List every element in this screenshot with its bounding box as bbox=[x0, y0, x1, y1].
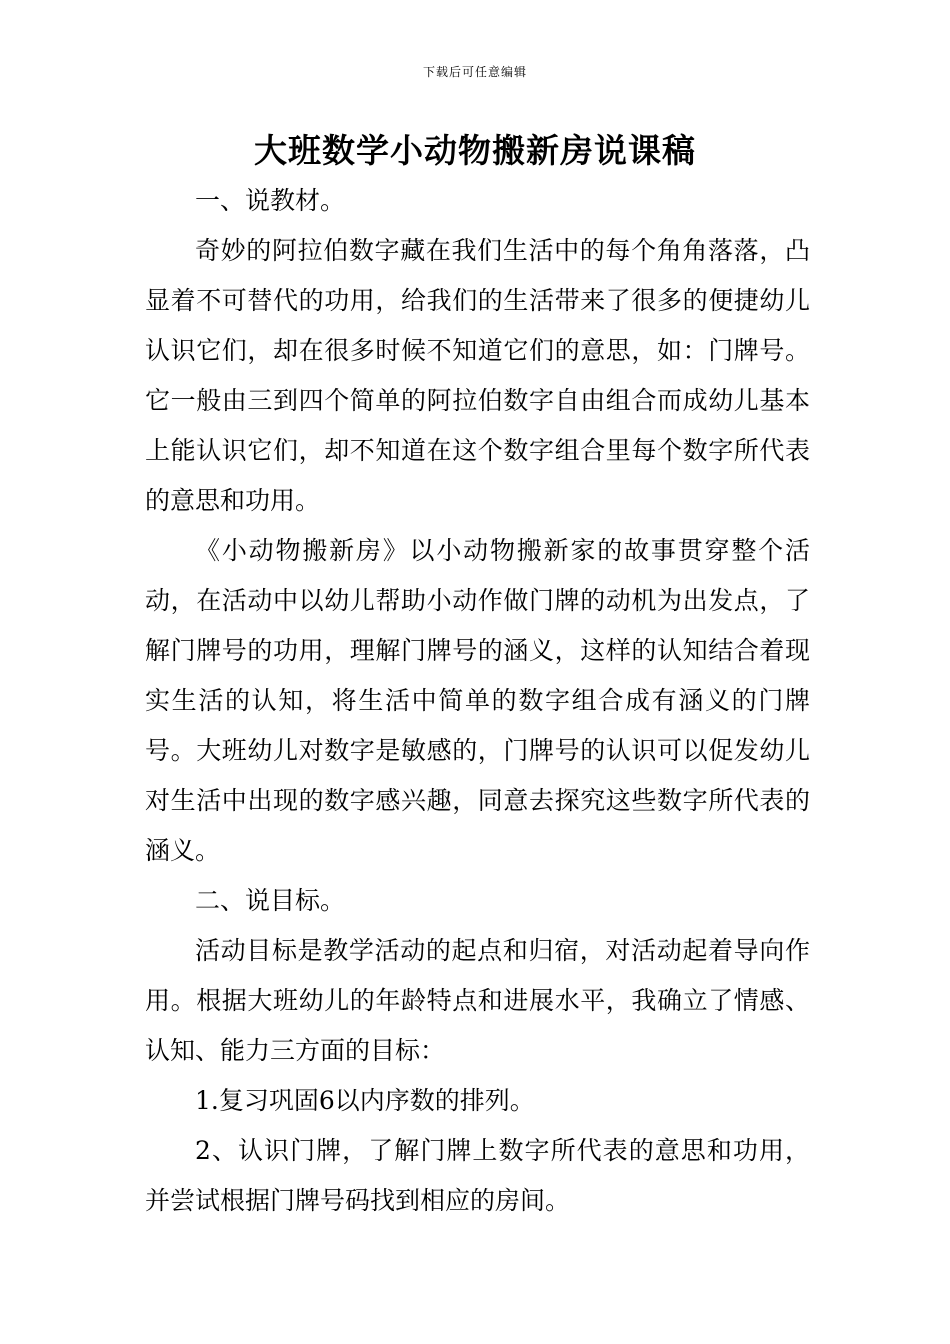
document-body bbox=[145, 176, 810, 1226]
header-note: 下载后可任意编辑 bbox=[422, 65, 527, 79]
paragraph: 奇妙的阿拉伯数字藏在我们生活中的每个角角落落，凸显着不可替代的功用，给我们的生活带来了很多的便捷幼儿认识它们，却在很多时候不知道它们的意思，如：门牌号。它一般由三到四个简单的阿拉伯数字自由组合而成幼儿基本上能认识它们，却不知道在这个数字组合里每个数字所代表的意思和功用。 bbox=[145, 236, 810, 515]
paragraph: 《小动物搬新房》以小动物搬新家的故事贯穿整个活动，在活动中以幼儿帮助小动作做门牌的动机为出发点，了解门牌号的功用，理解门牌号的涵义，这样的认知结合着现实生活的认知，将生活中简单的数字组合成有涵义的门牌号。大班幼儿对数字是敏感的，门牌号的认识可以促发幼儿对生活中出现的数字感兴趣，同意去探究这些数字所代表的涵义。 bbox=[145, 536, 810, 865]
objective-item: 1.复习巩固6以内序数的排列。 bbox=[195, 1086, 535, 1115]
section-heading-objectives: 二、说目标。 bbox=[195, 886, 346, 915]
paragraph: 活动目标是教学活动的起点和归宿，对活动起着导向作用。根据大班幼儿的年龄特点和进展水平，我确立了情感、认知、能力三方面的目标： bbox=[145, 936, 810, 1065]
document-title: 大班数学小动物搬新房说课稿 bbox=[254, 131, 696, 170]
objective-item: 2、认识门牌，了解门牌上数字所代表的意思和功用，并尝试根据门牌号码找到相应的房间。 bbox=[145, 1136, 810, 1215]
section-heading-teaching-material: 一、说教材。 bbox=[195, 186, 346, 215]
